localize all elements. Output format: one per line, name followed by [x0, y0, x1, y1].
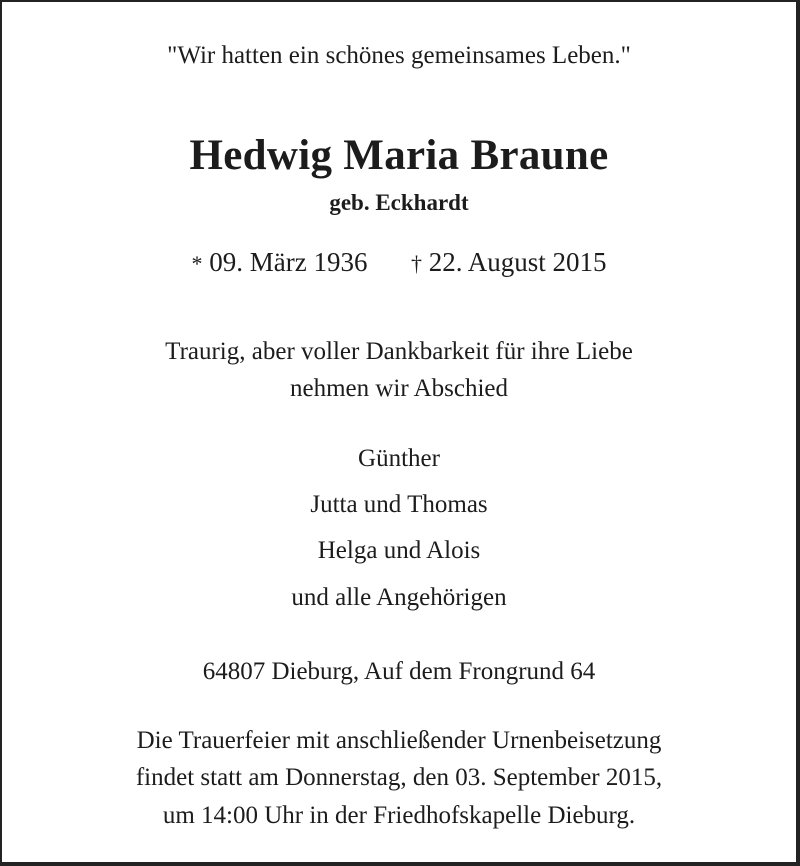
- sentiment-line: nehmen wir Abschied: [289, 375, 508, 402]
- epitaph-quote: "Wir hatten ein schönes gemeinsames Leben.": [167, 42, 631, 69]
- death-cross-icon: †: [410, 251, 422, 276]
- mourner-name: und alle Angehörigen: [291, 584, 507, 611]
- mourner-name: Helga und Alois: [317, 537, 481, 564]
- mourner-name: Jutta und Thomas: [310, 491, 488, 518]
- service-info-line: um 14:00 Uhr in der Friedhofskapelle Dieburg.: [162, 802, 636, 829]
- deceased-name: Hedwig Maria Braune: [189, 132, 609, 179]
- mourner-name: Günther: [358, 445, 440, 472]
- birth-date: 09. März 1936: [209, 247, 368, 277]
- service-info-line: findet statt am Donnerstag, den 03. September 2015,: [135, 764, 663, 791]
- sentiment-line: Traurig, aber voller Dankbarkeit für ihre Liebe: [165, 338, 633, 365]
- death-date: 22. August 2015: [428, 247, 607, 277]
- maiden-name: geb. Eckhardt: [329, 190, 469, 215]
- service-info-line: Die Trauerfeier mit anschließender Urnenbeisetzung: [136, 727, 662, 754]
- birth-star-icon: *: [191, 251, 203, 276]
- life-dates: [2, 247, 796, 278]
- family-address: 64807 Dieburg, Auf dem Frongrund 64: [202, 658, 596, 685]
